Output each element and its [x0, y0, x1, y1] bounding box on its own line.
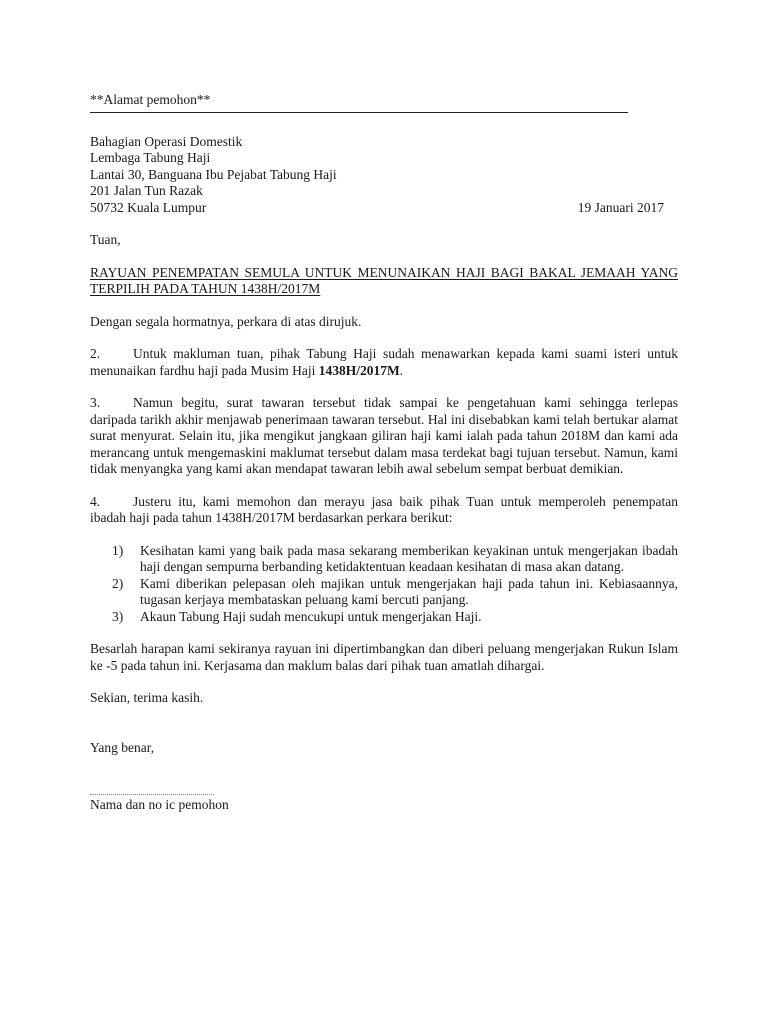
letter-date: 19 Januari 2017 — [577, 199, 664, 215]
paragraph-3-text-cont: daripada tarikh akhir menjawab penerimaan tawaran tersebut. Hal ini disebabkan kami telah bertukar alamat surat menyurat. Selain itu, jika mengikut jangkaan giliran haji kami ialah pada tahun 2018M dan kami ada merancang untuk mengemaskini maklumat tersebut dalam masa terdekat bagi tujuan tersebut. Namun, kami tidak menyangka yang kami akan mendapat tawaran lebih awal sebelum sempat berbuat demikian. — [90, 411, 678, 476]
paragraph-number: 4. — [90, 493, 101, 509]
paragraph-3-first-line — [90, 395, 678, 412]
paragraph-2-text-cont: menunaikan fardhu haji pada Musim Haji — [90, 362, 319, 378]
recipient-postcode-row — [90, 200, 664, 217]
paragraph-number: 2. — [90, 346, 101, 361]
paragraph-number: 3. — [90, 395, 101, 410]
list-item — [90, 609, 678, 626]
hajj-season: 1438H/2017M — [318, 362, 400, 378]
letter — [90, 92, 678, 814]
list-item-number: 2) — [112, 575, 124, 591]
list-item — [90, 576, 678, 609]
list-item — [90, 543, 678, 576]
opening-paragraph: Dengan segala hormatnya, perkara di atas dirujuk. — [90, 313, 362, 329]
letter-subject: RAYUAN PENEMPATAN SEMULA UNTUK MENUNAIKAN HAJI BAGI BAKAL JEMAAH YANG TERPILIH PADA TAHUN 1438H/2017M — [90, 264, 678, 296]
paragraph-4-first-line — [90, 494, 678, 511]
address-underline — [90, 112, 628, 113]
recipient-line: Bahagian Operasi Domestik — [90, 133, 243, 149]
paragraph-4-text-cont: ibadah haji pada tahun 1438H/2017M berdasarkan perkara berikut: — [90, 510, 453, 525]
list-item-text: Kesihatan kami yang baik pada masa sekarang memberikan keyakinan untuk mengerjakan ibadah haji dengan sempurna berbanding ketidaktentuan keadaan kesihatan di masa akan datang. — [140, 542, 678, 574]
paragraph-2-period: . — [399, 362, 404, 378]
paragraph-3-text: Namun begitu, surat tawaran tersebut tidak sampai ke pengetahuan kami sehingga terlepas — [133, 395, 678, 410]
reasons-list — [90, 543, 678, 626]
recipient-line: Lembaga Tabung Haji — [90, 150, 211, 165]
paragraph-4 — [90, 494, 678, 527]
recipient-line: Lantai 30, Banguana Ibu Pejabat Tabung Haji — [90, 166, 337, 182]
signature-label: Nama dan no ic pemohon — [90, 797, 229, 812]
recipient-line: 201 Jalan Tun Razak — [90, 183, 203, 198]
paragraph-2 — [90, 346, 678, 379]
recipient-address — [90, 134, 678, 217]
list-item-number: 3) — [112, 608, 124, 624]
paragraph-2-first-line — [90, 346, 678, 363]
paragraph-2-second-line — [90, 363, 403, 378]
paragraph-2-text: Untuk makluman tuan, pihak Tabung Haji sudah menawarkan kepada kami suami isteri untuk — [133, 346, 678, 361]
list-item-text: Kami diberikan pelepasan oleh majikan untuk mengerjakan haji pada tahun ini. Kebiasaannya, tugasan kerjaya membataskan peluang kami bercuti panjang. — [140, 575, 678, 607]
paragraph-3 — [90, 395, 678, 478]
signature-line — [90, 794, 214, 795]
yours-truly: Yang benar, — [90, 739, 155, 755]
closing-line: Sekian, terima kasih. — [90, 690, 204, 705]
list-item-number: 1) — [112, 542, 124, 558]
paragraph-4-text: Justeru itu, kami memohon dan merayu jasa baik pihak Tuan untuk memperoleh penempatan — [133, 493, 678, 509]
list-item-text: Akaun Tabung Haji sudah mencukupi untuk mengerjakan Haji. — [140, 608, 482, 624]
hope-paragraph: Besarlah harapan kami sekiranya rayuan ini dipertimbangkan dan diberi peluang mengerjakan Rukun Islam ke -5 pada tahun ini. Kerjasama dan maklum balas dari pihak tuan amatlah dihargai. — [90, 641, 678, 673]
applicant-address-placeholder: **Alamat pemohon** — [90, 92, 211, 107]
salutation: Tuan, — [90, 232, 121, 247]
recipient-postcode-city: 50732 Kuala Lumpur — [90, 199, 207, 215]
